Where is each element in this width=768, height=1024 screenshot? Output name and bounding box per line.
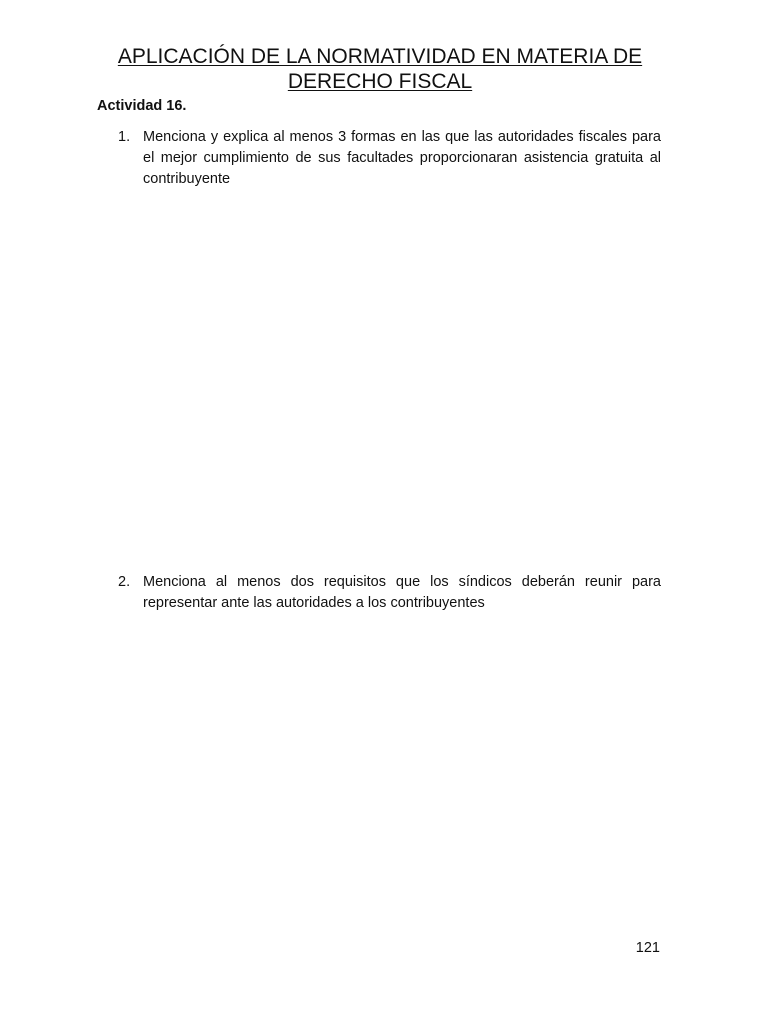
- question-2-text: Menciona al menos dos requisitos que los síndicos deberán reunir para representar ante las autoridades a los contribuyentes: [143, 574, 661, 611]
- question-1-text: Menciona y explica al menos 3 formas en las que las autoridades fiscales para el mejor cumplimiento de sus facultades proporcionaran asistencia gratuita al contribuyente: [143, 129, 661, 187]
- activity-heading: Actividad 16.: [97, 98, 187, 114]
- question-1-number: 1.: [118, 129, 131, 145]
- page-title: [90, 44, 670, 94]
- question-2-number: 2.: [118, 574, 131, 590]
- title-line-1: APLICACIÓN DE LA NORMATIVIDAD EN MATERIA DE: [117, 45, 643, 68]
- question-1: [118, 127, 661, 190]
- page-number: 121: [635, 940, 660, 956]
- question-2: [118, 572, 661, 614]
- title-line-2: DERECHO FISCAL: [287, 70, 473, 93]
